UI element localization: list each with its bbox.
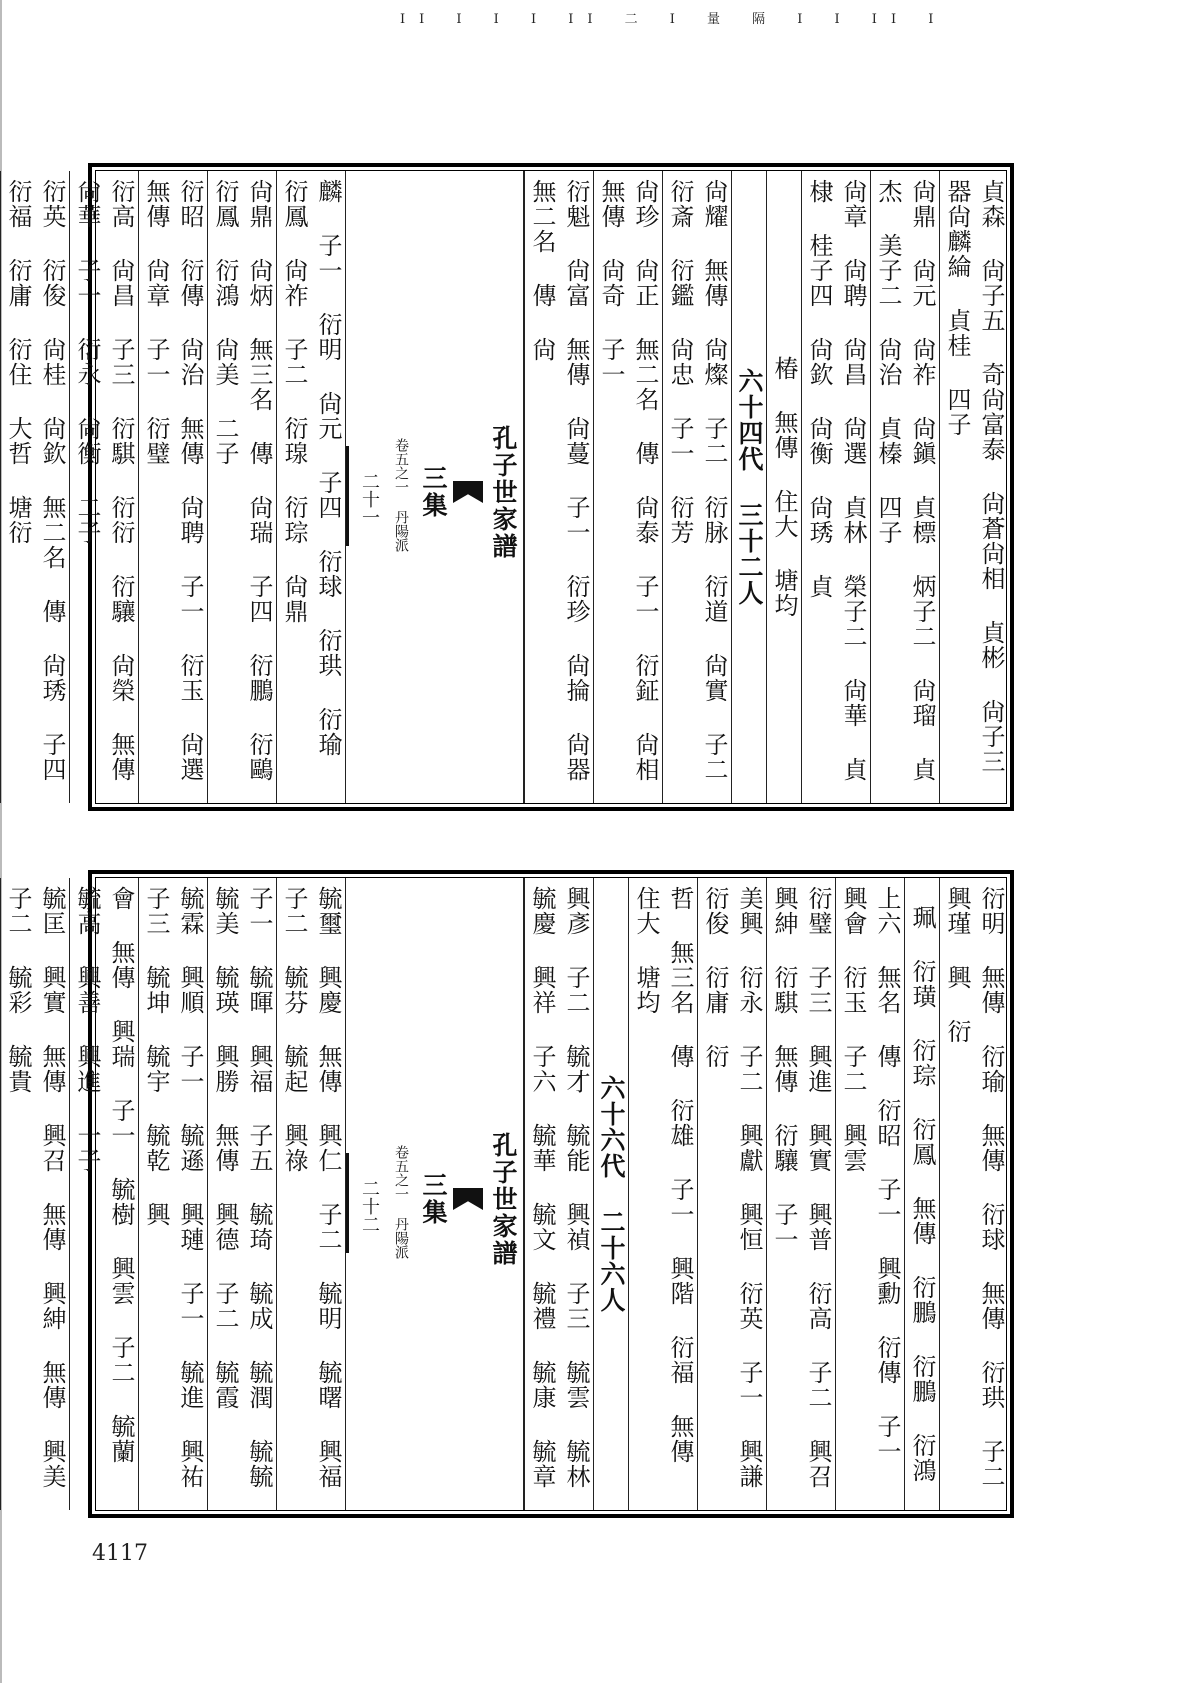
text-column: 毓匡 興實 無傳 興召 無傳 興紳 無傳 興美 子二 毓彩 毓貴	[0, 878, 69, 1510]
text-column: 尙鼎 尙炳 無三名 傳 尙瑞 子四 衍鵬 衍鷗 衍鳳 衍鴻 尙美 二子	[207, 171, 276, 803]
text-column: 上六 無名 傳 衍昭 子一 興勳 衍傳 子一 興會 衍玉 子二 興雲	[835, 878, 904, 1510]
text-column: 會 無傳 興瑞 子一 毓樹 興雲 子二 毓蘭 毓高 興善 興進 一子	[69, 878, 138, 1510]
genealogy-panel-top	[4, 163, 1014, 811]
text-column: 毓璽 興慶 無傳 興仁 子二 毓明 毓曙 興福 子二 毓芬 毓起 興祿	[276, 878, 345, 1510]
text-column: 衍高 尙昌 子三 衍騏 衍衍 衍驤 尙榮 無傳 尙華 子一 衍永 尙衡 二子	[69, 171, 138, 803]
text-column: 衍昭 衍傳 尙治 無傳 尙聘 子一 衍玉 尙選 無傳 尙章 子一 衍璧	[138, 171, 207, 803]
book-spine-center	[345, 171, 524, 803]
text-column: 衍明 無傳 衍瑜 無傳 衍球 無傳 衍珙 子二 興瑾 興 衍	[939, 878, 1008, 1510]
text-column: 子一 毓暉 興福 子五 毓琦 毓成 毓潤 毓毓 毓美 毓瑛 興勝 無傳 興德 子二 毓霞	[207, 878, 276, 1510]
leaf-number: 二十一	[359, 472, 380, 526]
fold-line	[346, 1153, 349, 1253]
text-column: 尙章 尙聘 尙昌 尙選 貞林 榮子二 尙華 貞棣 桂子四 尙欽 尙衡 尙琇 貞	[801, 171, 870, 803]
section-label: 三集	[419, 1172, 448, 1226]
text-column: 毓霖 興順 子一 毓遜 興璉 子一 毓進 興祐 子三 毓坤 毓宇 毓乾 興	[138, 878, 207, 1510]
book-title: 孔子世家譜	[489, 1131, 518, 1267]
text-column: 尙珍 尙正 無二名 傳 尙泰 子一 衍鉦 尙相 無傳 尙奇 子一	[593, 171, 662, 803]
volume-label: 卷五之一 丹陽派	[393, 1145, 409, 1259]
fold-line	[346, 446, 349, 546]
generation-heading: 六十六代 二十六人	[593, 878, 628, 1510]
fish-tail-mark-icon	[453, 481, 483, 503]
text-column: 麟 子一 衍明 尙元 子四 衍球 衍珙 衍瑜 衍鳳 尙祚 子二 衍瑔 衍琮 尙鼎	[276, 171, 345, 803]
text-column: 椿 無傳 住大 塘均	[766, 171, 801, 803]
text-column: 衍璧 子三 興進 興實 興普 衍高 子二 興召 興紳 衍騏 無傳 衍驤 子一	[766, 878, 835, 1510]
top-margin-text: II I I I II 二 I 量 隔 I I II I	[400, 12, 948, 27]
volume-label: 卷五之一 丹陽派	[393, 438, 409, 552]
text-column: 興彥 子二 毓才 毓能 興禎 子三 毓雲 毓林 毓慶 興祥 子六 毓華 毓文 毓禮 毓康 毓章	[524, 878, 593, 1510]
generation-heading: 六十四代 三十二人	[731, 171, 766, 803]
section-label: 三集	[419, 465, 448, 519]
text-column: 珮 衍璜 衍琮 衍鳳 無傳 衍鵬 衍鵬 衍鴻	[904, 878, 939, 1510]
fish-tail-mark-icon	[453, 1188, 483, 1210]
text-column: 貞森 尙子五 奇尙富泰 尙蒼尙相 貞彬 尙子三 器尙麟綸 貞桂 四子	[939, 171, 1008, 803]
text-column: 尙鼎 尙元 尙祚 尙鎭 貞標 炳子二 尙瑠 貞杰 美子二 尙治 貞榛 四子	[870, 171, 939, 803]
text-column: 尙耀 無傳 尙燦 子二 衍脉 衍道 尙實 子二 衍斎 衍鑑 尙忠 子一 衍芳	[662, 171, 731, 803]
text-column: 衍英 衍俊 尙桂 尙欽 無二名 傳 尙琇 子四 衍福 衍庸 衍住 大哲 塘衍	[0, 171, 69, 803]
book-title: 孔子世家譜	[489, 424, 518, 560]
text-column: 哲 無三名 傳 衍雄 子一 興階 衍福 無傳 住大 塘均	[628, 878, 697, 1510]
text-column: 衍魁 尙富 無傳 尙蔓 子一 衍珍 尙掄 尙器 無二名 傳 尙	[524, 171, 593, 803]
page-number: 4117	[92, 1541, 148, 1566]
text-column: 美興 衍永 子二 興獻 興恒 衍英 子一 興謙 衍俊 衍庸 衍	[697, 878, 766, 1510]
genealogy-panel-bottom	[4, 870, 1014, 1518]
leaf-number: 二十二	[359, 1179, 380, 1233]
book-spine-center	[345, 878, 524, 1510]
